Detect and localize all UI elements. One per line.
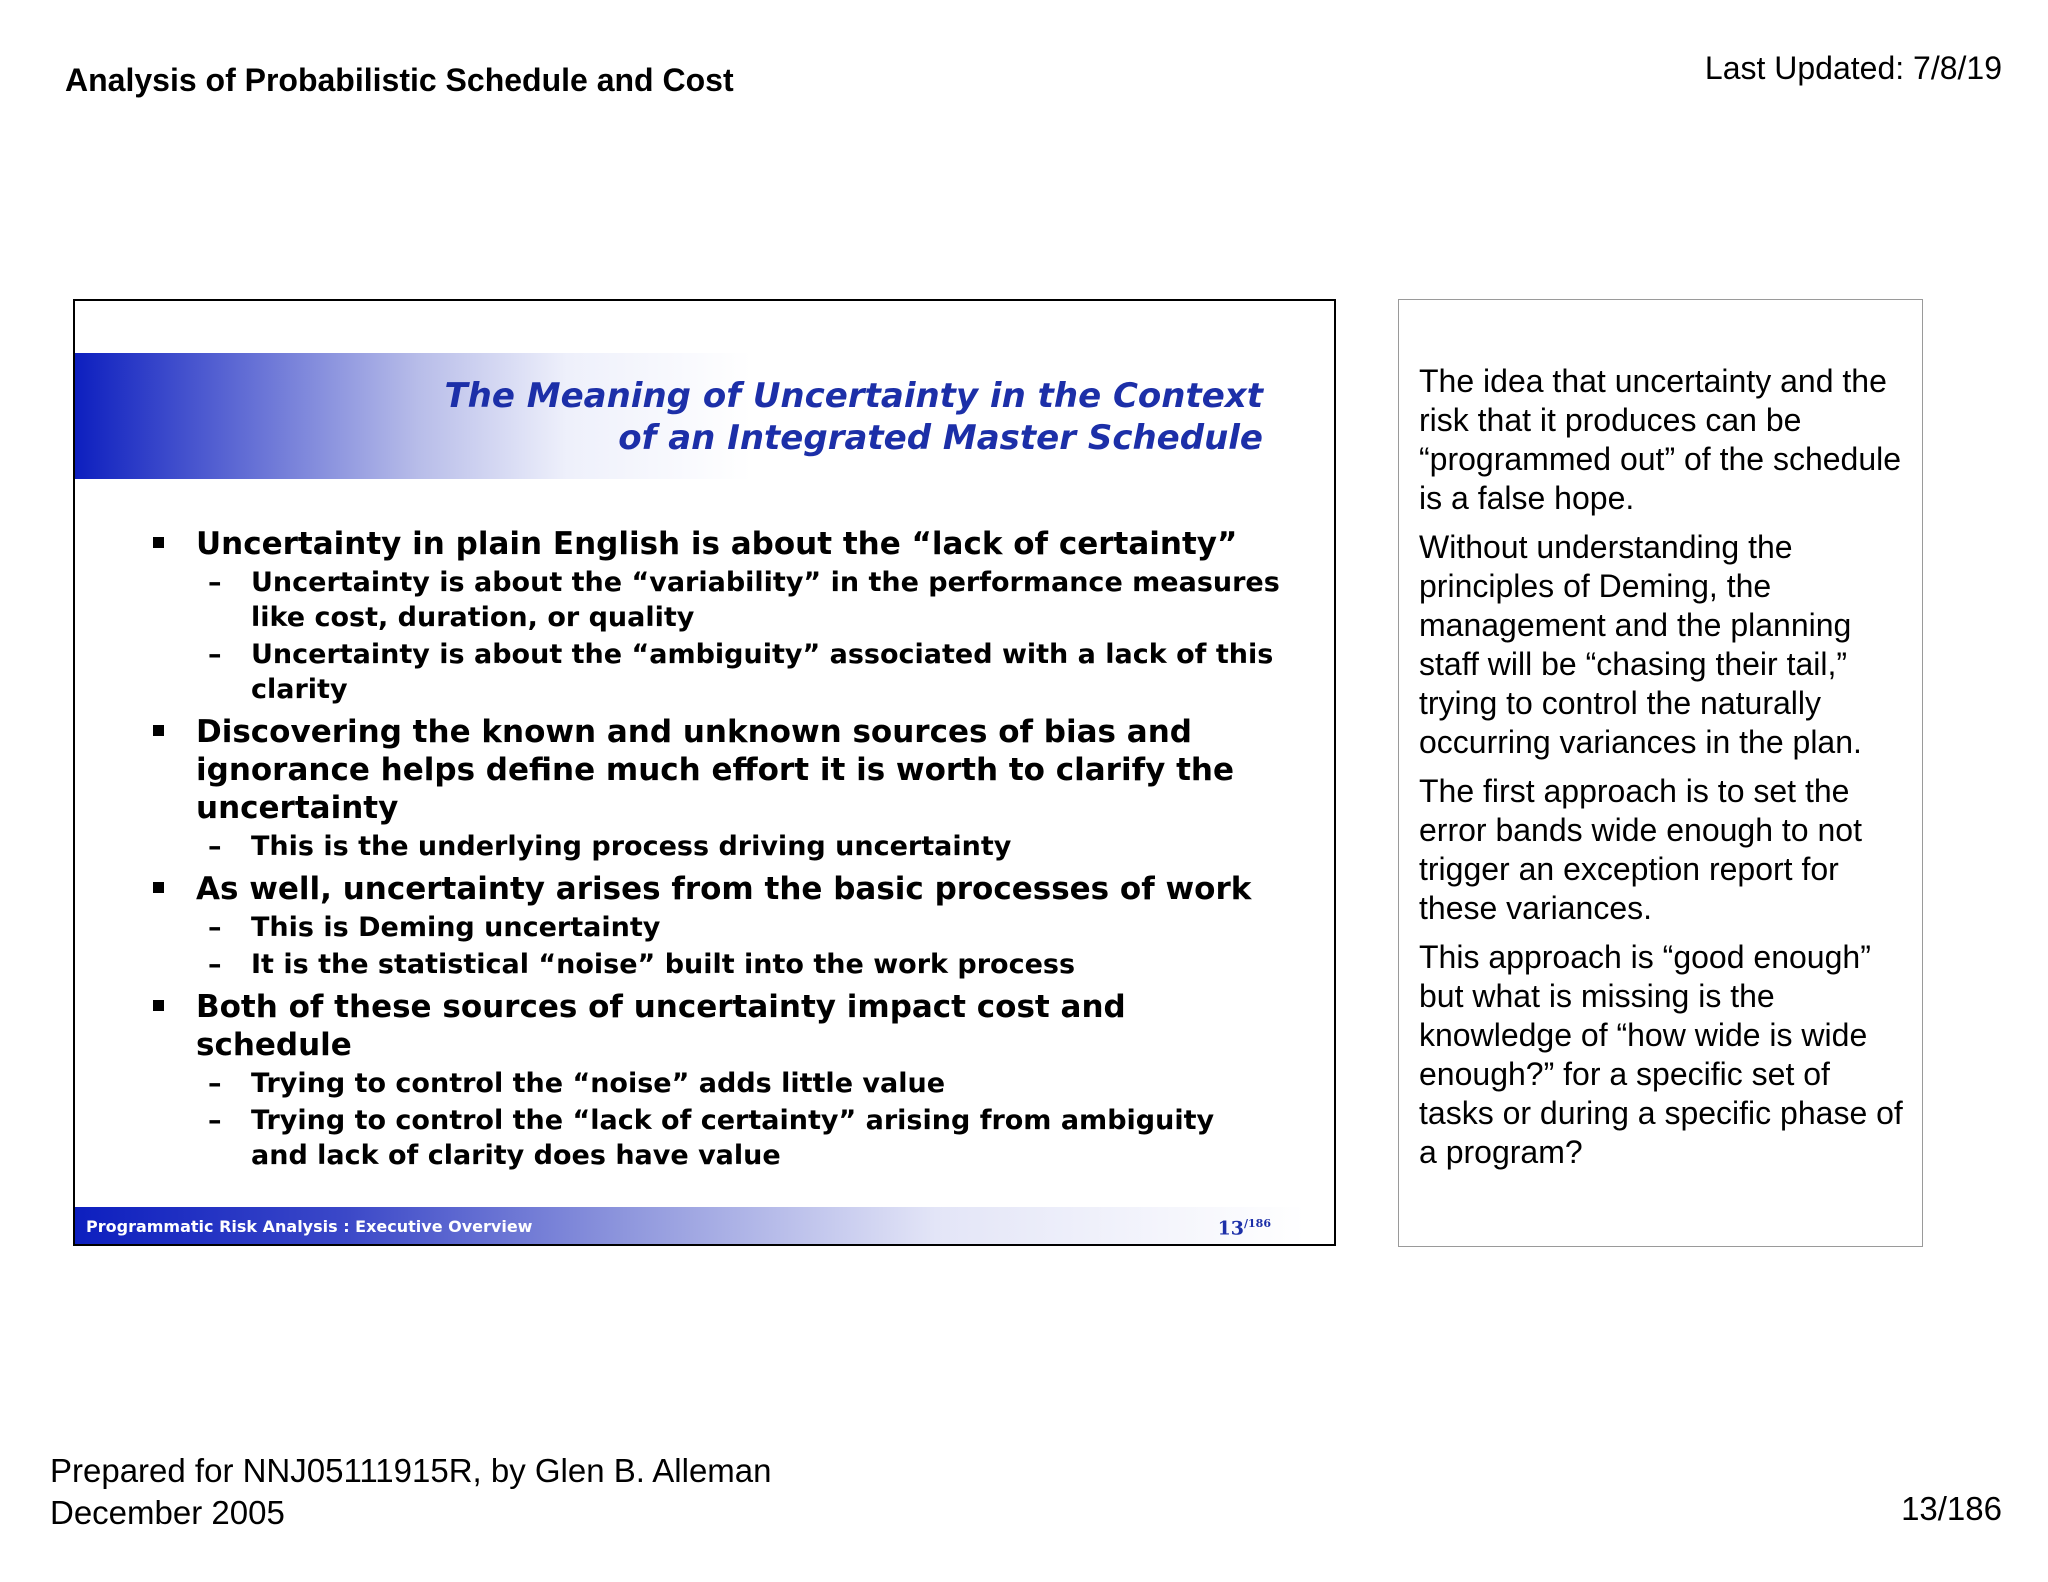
notes-paragraph: Without understanding the principles of Deming, the management and the planning staff will be “chasing their tail,” trying to control the naturally occurring variances in the plan. xyxy=(1419,529,1862,760)
notes-paragraph: This approach is “good enough” but what is missing is the knowledge of “how wide is wide enough?” for a specific set of tasks or during a specific phase of a program? xyxy=(1419,939,1903,1170)
slide-sub-bullet: – This is Deming uncertainty xyxy=(150,910,1280,945)
slide-bullet: Uncertainty in plain English is about the “lack of certainty” xyxy=(150,525,1280,563)
slide-title xyxy=(444,375,1263,459)
slide-sub-bullet: – Trying to control the “lack of certainty” arising from ambiguity and lack of clarity does have value xyxy=(150,1103,1280,1173)
slide-bullet-list xyxy=(150,519,1280,1173)
last-updated-date: Last Updated: 7/8/19 xyxy=(1704,50,2002,86)
document-title: Analysis of Probabilistic Schedule and Cost xyxy=(65,62,734,98)
slide-title-band xyxy=(75,353,1305,479)
speaker-notes-box xyxy=(1398,299,1923,1247)
slide-sub-bullet: – Trying to control the “noise” adds little value xyxy=(150,1066,1280,1101)
slide-footer-text: Programmatic Risk Analysis : Executive Overview xyxy=(86,1217,533,1236)
slide-page-total: /186 xyxy=(1244,1217,1271,1230)
prepared-by-footer xyxy=(50,1450,772,1534)
slide-sub-bullet: – It is the statistical “noise” built into the work process xyxy=(150,947,1280,982)
page-number: 13/186 xyxy=(1901,1490,2002,1527)
notes-paragraph: The first approach is to set the error bands wide enough to not trigger an exception report for these variances. xyxy=(1419,773,1862,926)
prepared-date-line: December 2005 xyxy=(50,1494,285,1531)
slide-bullet: As well, uncertainty arises from the basic processes of work xyxy=(150,870,1280,908)
prepared-for-line: Prepared for NNJ05111915R, by Glen B. Alleman xyxy=(50,1452,772,1489)
slide-title-line-2: of an Integrated Master Schedule xyxy=(618,418,1263,458)
slide-page-number xyxy=(1218,1217,1271,1239)
slide-sub-bullet: – Uncertainty is about the “variability” in the performance measures like cost, duration, or quality xyxy=(150,565,1280,635)
slide-sub-bullet: – This is the underlying process driving uncertainty xyxy=(150,829,1280,864)
slide-bullet: Both of these sources of uncertainty impact cost and schedule xyxy=(150,988,1280,1064)
slide-footer-band xyxy=(75,1207,1305,1246)
slide-page-current: 13 xyxy=(1217,1217,1245,1240)
slide-bullet: Discovering the known and unknown sources of bias and ignorance helps define much effort it is worth to clarify the uncertainty xyxy=(150,713,1280,827)
slide-sub-bullet: – Uncertainty is about the “ambiguity” associated with a lack of this clarity xyxy=(150,637,1280,707)
slide-title-line-1: The Meaning of Uncertainty in the Context xyxy=(444,376,1263,416)
slide-image xyxy=(73,299,1336,1246)
notes-paragraph: The idea that uncertainty and the risk that it produces can be “programmed out” of the schedule is a false hope. xyxy=(1419,363,1902,516)
